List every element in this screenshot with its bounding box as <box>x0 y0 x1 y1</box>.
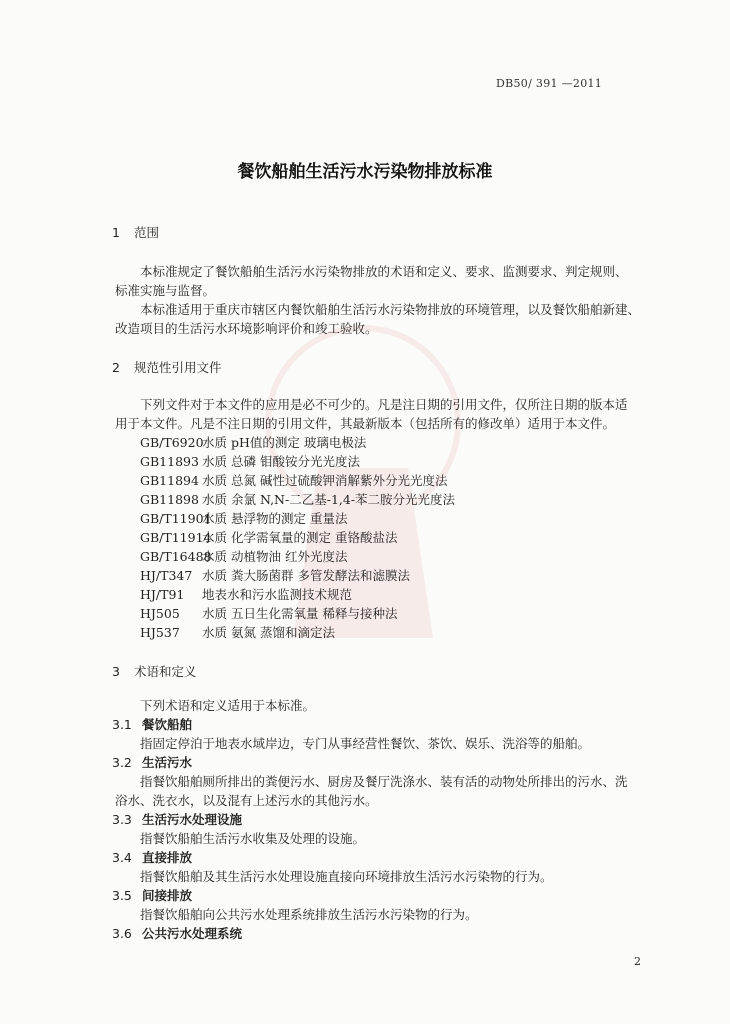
section-title: 范围 <box>134 225 160 240</box>
reference-text: 水质 悬浮物的测定 重量法 <box>202 511 348 526</box>
reference-item <box>140 437 366 450</box>
term-title: 生活污水处理设施 <box>142 812 243 827</box>
paragraph-line: 标准实施与监督。 <box>115 283 216 298</box>
paragraph-line: 本标准规定了餐饮船舶生活污水污染物排放的术语和定义、要求、监测要求、判定规则、 <box>140 264 628 279</box>
standard-code: DB50/ 391 —2011 <box>496 77 603 90</box>
reference-code: GB11898 <box>140 492 199 507</box>
reference-text: 水质 总磷 钼酸铵分光光度法 <box>202 454 360 469</box>
section-number: 1 <box>112 225 120 240</box>
term-number: 3.3 <box>112 812 132 827</box>
section-title: 规范性引用文件 <box>134 360 222 375</box>
reference-code: GB11893 <box>140 454 199 469</box>
term-title: 餐饮船舶 <box>142 717 193 732</box>
term-title: 生活污水 <box>142 755 193 770</box>
term-number: 3.4 <box>112 850 132 865</box>
term-heading <box>112 928 242 941</box>
term-definition-line: 指餐饮船舶及其生活污水处理设施直接向环境排放生活污水污染物的行为。 <box>140 869 553 884</box>
term-heading <box>112 890 192 903</box>
section-number: 2 <box>112 360 120 375</box>
term-number: 3.2 <box>112 755 132 770</box>
section-heading <box>112 227 159 240</box>
reference-item <box>140 456 360 469</box>
term-number: 3.5 <box>112 888 132 903</box>
reference-text: 地表水和污水监测技术规范 <box>202 587 353 602</box>
term-title: 直接排放 <box>142 850 193 865</box>
document-title: 餐饮船舶生活污水污染物排放标准 <box>237 162 493 182</box>
term-definition-line: 指餐饮船舶向公共污水处理系统排放生活污水污染物的行为。 <box>140 907 478 922</box>
reference-code: GB/T11914 <box>140 530 212 545</box>
reference-item <box>140 551 347 564</box>
page-number: 2 <box>634 955 641 968</box>
reference-item <box>140 532 397 545</box>
term-definition-line: 指餐饮船舶厕所排出的粪便污水、厨房及餐厅洗涤水、装有活的动物处所排出的污水、洗 <box>140 774 628 789</box>
reference-code: HJ/T91 <box>140 587 185 602</box>
term-definition-line: 浴水、洗衣水，以及混有上述污水的其他污水。 <box>115 793 378 808</box>
section-heading <box>112 362 222 375</box>
term-heading <box>112 852 192 865</box>
term-definition-line: 指餐饮船舶生活污水收集及处理的设施。 <box>140 831 366 846</box>
section-number: 3 <box>112 664 120 679</box>
term-heading <box>112 757 192 770</box>
reference-text: 水质 五日生化需氧量 稀释与接种法 <box>202 606 398 621</box>
term-number: 3.6 <box>112 926 132 941</box>
reference-code: GB/T16488 <box>140 549 212 564</box>
paragraph-line: 下列文件对于本文件的应用是必不可少的。凡是注日期的引用文件，仅所注日期的版本适 <box>140 397 628 412</box>
reference-text: 水质 总氮 碱性过硫酸钾消解紫外分光光度法 <box>202 473 448 488</box>
reference-text: 水质 动植物油 红外光度法 <box>202 549 348 564</box>
reference-code: GB/T6920 <box>140 435 204 450</box>
reference-item <box>140 494 455 507</box>
reference-text: 水质 化学需氧量的测定 重铬酸盐法 <box>202 530 398 545</box>
reference-item <box>140 589 352 602</box>
term-definition-line: 指固定停泊于地表水域岸边，专门从事经营性餐饮、茶饮、娱乐、洗浴等的船舶。 <box>140 736 591 751</box>
reference-text: 水质 粪大肠菌群 多管发酵法和滤膜法 <box>202 568 410 583</box>
reference-item <box>140 608 397 621</box>
term-number: 3.1 <box>112 717 132 732</box>
section-heading <box>112 666 197 679</box>
reference-code: HJ537 <box>140 625 180 640</box>
term-heading <box>112 814 242 827</box>
reference-code: HJ/T347 <box>140 568 193 583</box>
reference-code: GB11894 <box>140 473 199 488</box>
reference-code: GB/T11901 <box>140 511 212 526</box>
reference-code: HJ505 <box>140 606 180 621</box>
reference-text: 水质 余氯 N,N-二乙基-1,4-苯二胺分光光度法 <box>202 492 456 507</box>
paragraph-line: 下列术语和定义适用于本标准。 <box>140 698 316 713</box>
paragraph-line: 用于本文件。凡是不注日期的引用文件，其最新版本（包括所有的修改单）适用于本文件。 <box>115 416 616 431</box>
section-title: 术语和定义 <box>134 664 197 679</box>
reference-text: 水质 氨氮 蒸馏和滴定法 <box>202 625 335 640</box>
reference-item <box>140 627 335 640</box>
term-title: 间接排放 <box>142 888 193 903</box>
reference-item <box>140 513 347 526</box>
term-heading <box>112 719 192 732</box>
reference-text: 水质 pH值的测定 玻璃电极法 <box>202 435 367 450</box>
term-title: 公共污水处理系统 <box>142 926 243 941</box>
reference-item <box>140 570 410 583</box>
paragraph-line: 本标准适用于重庆市辖区内餐饮船舶生活污水污染物排放的环境管理，以及餐饮船舶新建、 <box>140 302 641 317</box>
reference-item <box>140 475 447 488</box>
paragraph-line: 改造项目的生活污水环境影响评价和竣工验收。 <box>115 321 378 336</box>
